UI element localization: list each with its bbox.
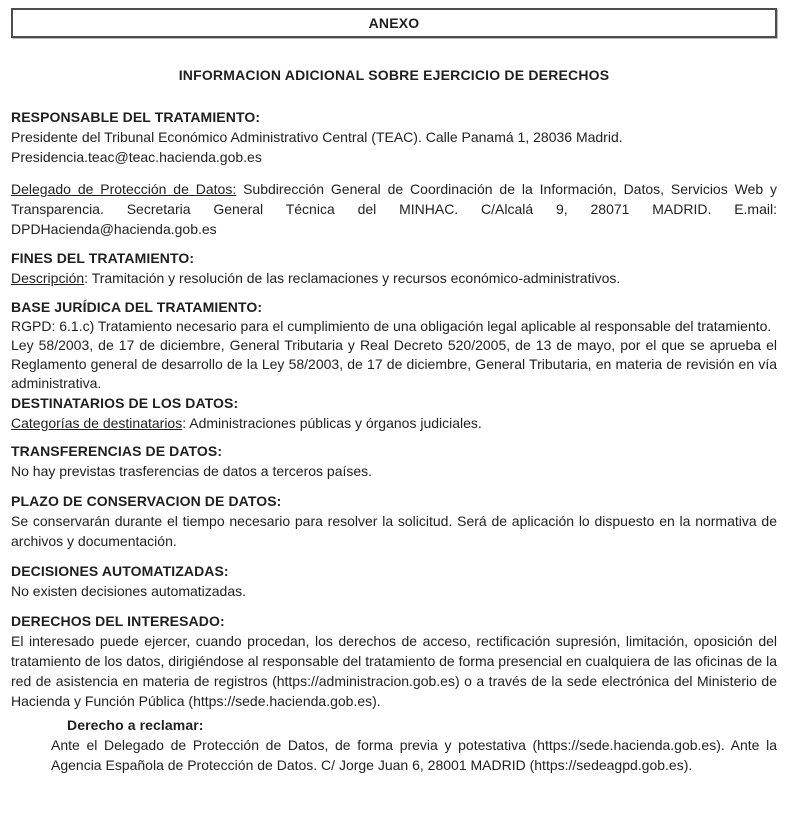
anexo-label: ANEXO: [368, 15, 420, 31]
responsable-email: Presidencia.teac@teac.hacienda.gob.es: [11, 149, 262, 165]
dpd-label: Delegado de Protección de Datos:: [11, 181, 237, 197]
transferencias-heading: TRANSFERENCIAS DE DATOS:: [11, 443, 223, 459]
plazo-text: Se conservarán durante el tiempo necesario para resolver la solicitud. Será de aplicación lo dispuesto en la normativa de archivos y documentación.: [11, 513, 777, 549]
anexo-header-box: [11, 8, 777, 38]
fines-paragraph: [11, 268, 777, 288]
section-base-juridica: [11, 297, 777, 393]
base-juridica-paragraph-rgpd: RGPD: 6.1.c) Tratamiento necesario para el cumplimiento de una obligación legal aplicable al responsable del tratamiento.: [11, 318, 772, 334]
derechos-text: El interesado puede ejercer, cuando procedan, los derechos de acceso, rectificación supresión, limitación, oposición del tratamiento de los datos, dirigiéndose al responsable del tratamiento de forma presencial en cualquiera de las oficinas de la red de asistencia en materia de registros (https://administracion.gob.es) o a través de la sede electrónica del Ministerio de Hacienda y Función Pública (https://sede.hacienda.gob.es).: [11, 633, 777, 709]
section-decisiones: [11, 561, 777, 601]
plazo-heading: PLAZO DE CONSERVACION DE DATOS:: [11, 493, 282, 509]
section-derecho-reclamar: [11, 715, 777, 775]
destinatarios-heading: DESTINATARIOS DE LOS DATOS:: [11, 395, 239, 411]
reclamar-text: Ante el Delegado de Protección de Datos, de forma previa y potestativa (https://sede.hacienda.gob.es). Ante la Agencia Española de Protección de Datos. C/ Jorge Juan 6, 28001 MADRID (https://sedeagpd.gob.es).: [51, 737, 777, 773]
decisiones-text: No existen decisiones automatizadas.: [11, 583, 247, 599]
section-transferencias: [11, 441, 777, 481]
document-title: INFORMACION ADICIONAL SOBRE EJERCICIO DE DERECHOS: [178, 67, 610, 83]
section-plazo: [11, 491, 777, 551]
section-destinatarios: [11, 393, 777, 433]
derechos-heading: DERECHOS DEL INTERESADO:: [11, 613, 225, 629]
base-juridica-paragraph-ley: Ley 58/2003, de 17 de diciembre, General Tributaria y Real Decreto 520/2005, de 13 de mayo, por el que se aprueba el Reglamento general de desarrollo de la Ley 58/2003, de 17 de diciembre, General Tributaria, en materia de revisión en vía administrativa.: [11, 337, 777, 391]
section-responsable: [11, 107, 777, 239]
destinatarios-text: : Administraciones públicas y órganos judiciales.: [182, 415, 482, 431]
responsable-address: Presidente del Tribunal Económico Administrativo Central (TEAC). Calle Panamá 1, 28036 Madrid.: [11, 129, 623, 145]
reclamar-heading: Derecho a reclamar:: [67, 717, 204, 733]
destinatarios-label: Categorías de destinatarios: [11, 415, 183, 431]
fines-text: : Tramitación y resolución de las reclamaciones y recursos económico-administrativos.: [84, 270, 621, 286]
decisiones-heading: DECISIONES AUTOMATIZADAS:: [11, 563, 229, 579]
dpd-text: Subdirección General de Coordinación de la Información, Datos, Servicios Web y Transparencia. Secretaria General Técnica del MINHAC. C/Alcalá 9, 28071 MADRID. E.mail: DPDHacienda@hacienda.gob.es: [11, 181, 778, 237]
destinatarios-paragraph: [11, 413, 777, 433]
base-juridica-heading: BASE JURÍDICA DEL TRATAMIENTO:: [11, 299, 263, 315]
responsable-heading: RESPONSABLE DEL TRATAMIENTO:: [11, 109, 261, 125]
section-derechos: [11, 611, 777, 711]
dpd-paragraph: [11, 179, 777, 239]
fines-heading: FINES DEL TRATAMIENTO:: [11, 250, 195, 266]
fines-label: Descripción: [11, 270, 85, 286]
section-fines: [11, 248, 777, 288]
transferencias-text: No hay previstas trasferencias de datos a terceros países.: [11, 463, 373, 479]
